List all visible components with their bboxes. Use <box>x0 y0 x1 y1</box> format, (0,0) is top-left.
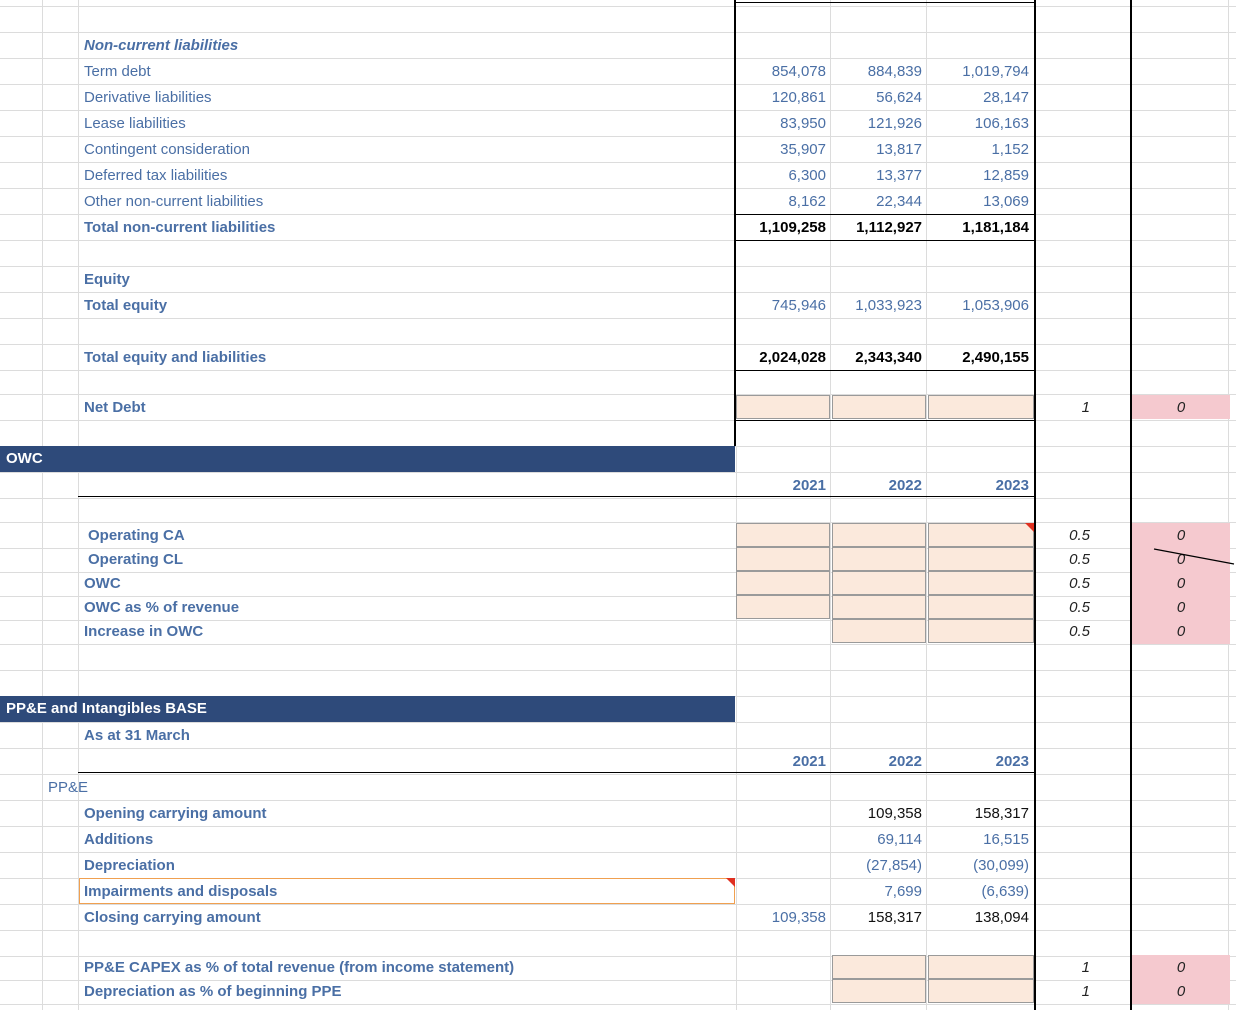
owc-input[interactable] <box>832 547 926 571</box>
comment-marker[interactable] <box>726 878 735 887</box>
ppe-label-opening: Opening carrying amount <box>84 805 267 822</box>
ppe-ratio-input[interactable] <box>928 955 1034 979</box>
owc-check[interactable]: 0 <box>1176 527 1186 544</box>
equity-total-label: Total equity <box>84 297 168 314</box>
ppe-year: 2021 <box>792 753 826 770</box>
ppe-value[interactable]: 158,317 <box>974 805 1029 822</box>
ppe-label-additions: Additions <box>84 831 154 848</box>
ncl-label-deferred-tax: Deferred tax liabilities <box>84 167 228 184</box>
netdebt-weight[interactable]: 1 <box>1081 399 1090 416</box>
owc-check[interactable]: 0 <box>1176 599 1186 616</box>
ncl-value[interactable]: 1,152 <box>991 141 1029 158</box>
netdebt-input-2022[interactable] <box>832 395 926 419</box>
ppe-value[interactable]: (27,854) <box>866 857 922 874</box>
equity-title: Equity <box>84 271 130 288</box>
ncl-value[interactable]: 106,163 <box>974 115 1029 132</box>
ncl-value[interactable]: 22,344 <box>876 193 922 210</box>
owc-year: 2021 <box>792 477 826 494</box>
ppe-value[interactable]: 16,515 <box>983 831 1029 848</box>
ncl-label-term-debt: Term debt <box>84 63 151 80</box>
owc-input[interactable] <box>832 571 926 595</box>
owc-weight[interactable]: 0.5 <box>1069 623 1090 640</box>
ppe-value[interactable]: 7,699 <box>884 883 922 900</box>
ncl-value[interactable]: 56,624 <box>876 89 922 106</box>
column-border-mid <box>1034 0 1036 1010</box>
owc-input[interactable] <box>736 547 830 571</box>
ncl-label-contingent: Contingent consideration <box>84 141 250 158</box>
rule <box>736 420 1034 421</box>
owc-input[interactable] <box>832 619 926 643</box>
ncl-total-value[interactable]: 1,112,927 <box>856 219 922 236</box>
ncl-value[interactable]: 12,859 <box>983 167 1029 184</box>
owc-year: 2022 <box>888 477 922 494</box>
owc-input[interactable] <box>736 595 830 619</box>
netdebt-input-2021[interactable] <box>736 395 830 419</box>
owc-check[interactable]: 0 <box>1176 623 1186 640</box>
owc-input[interactable] <box>736 571 830 595</box>
ppe-check[interactable]: 0 <box>1176 983 1186 1000</box>
ncl-value[interactable]: 6,300 <box>788 167 826 184</box>
ncl-value[interactable]: 35,907 <box>780 141 826 158</box>
ppe-value[interactable]: 109,358 <box>867 805 922 822</box>
owc-input[interactable] <box>928 523 1034 547</box>
owc-weight[interactable]: 0.5 <box>1069 575 1090 592</box>
total-rule <box>736 214 1034 215</box>
ppe-value[interactable]: 158,317 <box>867 909 922 926</box>
owc-input[interactable] <box>736 523 830 547</box>
owc-input[interactable] <box>928 619 1034 643</box>
ncl-value[interactable]: 854,078 <box>771 63 826 80</box>
comment-marker[interactable] <box>1025 523 1034 532</box>
owc-year: 2023 <box>995 477 1029 494</box>
tel-value[interactable]: 2,343,340 <box>855 349 922 366</box>
ncl-value[interactable]: 120,861 <box>771 89 826 106</box>
top-border <box>736 2 1034 3</box>
ppe-ratio-depr-label: Depreciation as % of beginning PPE <box>84 983 342 1000</box>
column-border-right <box>1130 0 1132 1010</box>
ncl-value[interactable]: 28,147 <box>983 89 1029 106</box>
ppe-section-header: PP&E and Intangibles BASE <box>0 696 735 722</box>
owc-input[interactable] <box>832 523 926 547</box>
ppe-label-impairments: Impairments and disposals <box>84 883 278 900</box>
tel-label: Total equity and liabilities <box>84 349 267 366</box>
ppe-ratio-input[interactable] <box>832 979 926 1003</box>
ppe-ratio-input[interactable] <box>928 979 1034 1003</box>
ppe-section-title: PP&E <box>48 779 89 796</box>
owc-label-owc: OWC <box>84 575 121 592</box>
owc-check[interactable]: 0 <box>1176 551 1186 568</box>
tel-value[interactable]: 2,490,155 <box>962 349 1029 366</box>
ncl-title: Non-current liabilities <box>84 37 239 54</box>
border <box>1034 470 1036 498</box>
owc-section-header: OWC <box>0 446 735 472</box>
ppe-label-depreciation: Depreciation <box>84 857 175 874</box>
drawn-line <box>1150 545 1236 567</box>
owc-input[interactable] <box>928 547 1034 571</box>
ppe-value[interactable]: 69,114 <box>877 831 922 848</box>
ppe-value[interactable]: (6,639) <box>981 883 1029 900</box>
owc-input[interactable] <box>832 595 926 619</box>
netdebt-input-2023[interactable] <box>928 395 1034 419</box>
owc-label-operating-ca: Operating CA <box>88 527 185 544</box>
owc-check[interactable]: 0 <box>1176 575 1186 592</box>
ncl-total-value[interactable]: 1,181,184 <box>962 219 1029 236</box>
netdebt-label: Net Debt <box>84 399 146 416</box>
ncl-total-label: Total non-current liabilities <box>84 219 276 236</box>
owc-weight[interactable]: 0.5 <box>1069 551 1090 568</box>
equity-total-value[interactable]: 1,053,906 <box>962 297 1029 314</box>
total-rule <box>736 370 1034 371</box>
ncl-value[interactable]: 121,926 <box>867 115 922 132</box>
owc-weight[interactable]: 0.5 <box>1069 527 1090 544</box>
ppe-asat: As at 31 March <box>84 727 190 744</box>
ppe-label-closing: Closing carrying amount <box>84 909 261 926</box>
equity-total-value[interactable]: 745,946 <box>771 297 826 314</box>
ppe-value[interactable]: (30,099) <box>973 857 1029 874</box>
ppe-ratio-weight[interactable]: 1 <box>1081 959 1090 976</box>
ncl-value[interactable]: 1,019,794 <box>962 63 1029 80</box>
ncl-value[interactable]: 884,839 <box>867 63 922 80</box>
ppe-year: 2022 <box>888 753 922 770</box>
ncl-value[interactable]: 13,377 <box>876 167 922 184</box>
total-rule <box>736 240 1034 241</box>
ppe-value[interactable]: 109,358 <box>771 909 826 926</box>
equity-total-value[interactable]: 1,033,923 <box>855 297 922 314</box>
owc-weight[interactable]: 0.5 <box>1069 599 1090 616</box>
ncl-value[interactable]: 8,162 <box>788 193 826 210</box>
owc-label-owc-pct: OWC as % of revenue <box>84 599 240 616</box>
ppe-ratio-weight[interactable]: 1 <box>1081 983 1090 1000</box>
tel-value[interactable]: 2,024,028 <box>759 349 826 366</box>
ncl-label-derivative: Derivative liabilities <box>84 89 212 106</box>
netdebt-check[interactable]: 0 <box>1176 399 1186 416</box>
owc-input[interactable] <box>928 571 1034 595</box>
ppe-value[interactable]: 138,094 <box>974 909 1029 926</box>
ncl-total-value[interactable]: 1,109,258 <box>759 219 826 236</box>
ncl-value[interactable]: 13,069 <box>983 193 1029 210</box>
ppe-check[interactable]: 0 <box>1176 959 1186 976</box>
ncl-value[interactable]: 13,817 <box>876 141 922 158</box>
owc-label-operating-cl: Operating CL <box>88 551 184 568</box>
ppe-year: 2023 <box>995 753 1029 770</box>
ppe-ratio-capex-label: PP&E CAPEX as % of total revenue (from income statement) <box>84 959 515 976</box>
ncl-label-other: Other non-current liabilities <box>84 193 264 210</box>
ncl-label-lease: Lease liabilities <box>84 115 186 132</box>
owc-input[interactable] <box>928 595 1034 619</box>
owc-label-increase: Increase in OWC <box>84 623 204 640</box>
ncl-value[interactable]: 83,950 <box>780 115 826 132</box>
ppe-ratio-input[interactable] <box>832 955 926 979</box>
